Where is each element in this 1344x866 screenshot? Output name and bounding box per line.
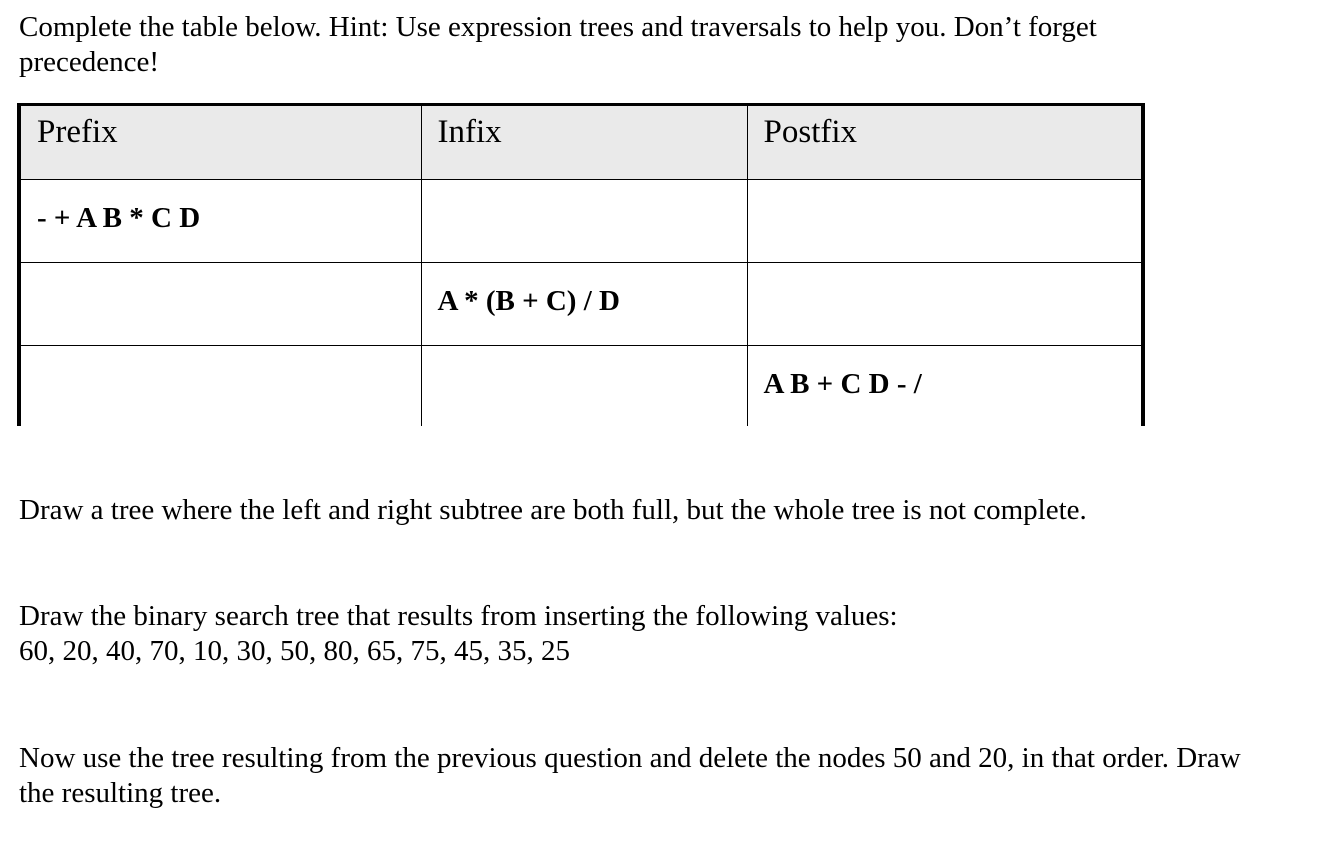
table-row [19,180,1143,263]
cell-infix [421,346,747,427]
cell-infix [421,180,747,263]
instructions-line-2: precedence! [19,46,160,78]
question-bst-delete-line-1: Now use the tree resulting from the previous question and delete the nodes 50 and 20, in that order. Draw [19,742,1241,774]
table-row [19,263,1143,346]
header-postfix: Postfix [747,105,1143,180]
cell-prefix [19,346,421,427]
cell-postfix [747,263,1143,346]
instructions [19,10,1097,80]
cell-prefix [19,263,421,346]
cell-prefix: - + A B * C D [19,180,421,263]
header-infix: Infix [421,105,747,180]
question-full-subtrees: Draw a tree where the left and right subtree are both full, but the whole tree is not complete. [19,494,1087,526]
question-bst-delete [19,741,1241,811]
table-row [19,346,1143,427]
cell-infix: A * (B + C) / D [421,263,747,346]
question-bst-delete-line-2: the resulting tree. [19,777,222,809]
question-bst-insert [19,599,898,669]
question-bst-insert-line-1: Draw the binary search tree that results from inserting the following values: [19,600,898,632]
cell-postfix: A B + C D - / [747,346,1143,427]
table-header-row [19,105,1143,180]
cell-postfix [747,180,1143,263]
instructions-line-1: Complete the table below. Hint: Use expression trees and traversals to help you. Don’t forget [19,11,1097,43]
expression-table [17,103,1145,426]
header-prefix: Prefix [19,105,421,180]
bst-insert-values: 60, 20, 40, 70, 10, 30, 50, 80, 65, 75, 45, 35, 25 [19,635,570,667]
